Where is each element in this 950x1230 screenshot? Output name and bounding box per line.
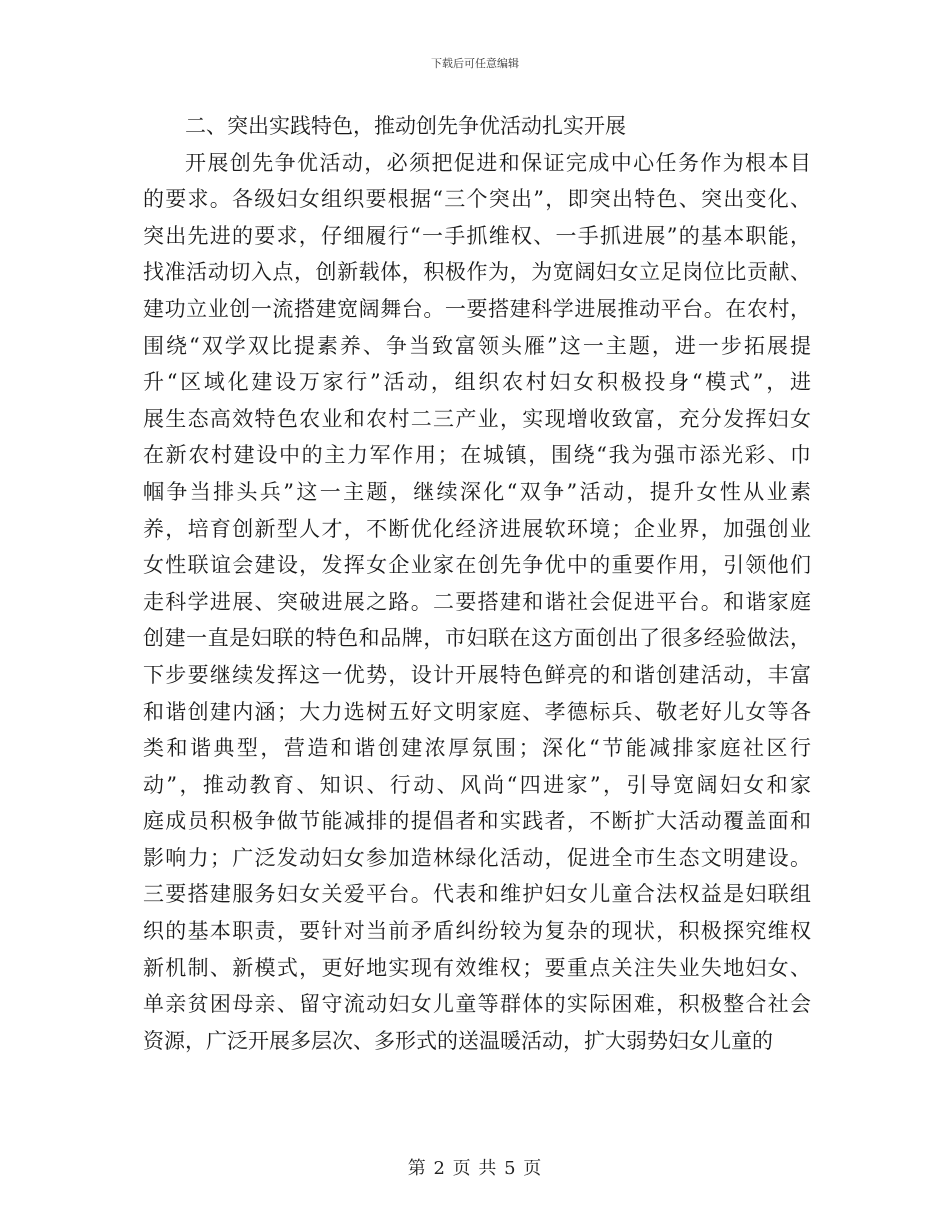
text-line: 养，培育创新型人才，不断优化经济进展软环境；企业界，加强创业: [143, 516, 811, 541]
text-line: 类和谐典型，营造和谐创建浓厚氛围；深化“节能减排家庭社区行: [143, 736, 811, 761]
text-line: 建功立业创一流搭建宽阔舞台。一要搭建科学进展推动平台。在农村，: [143, 296, 811, 321]
page-content: [143, 108, 811, 1059]
text-line: 动”，推动教育、知识、行动、风尚“四进家”，引导宽阔妇女和家: [143, 772, 811, 797]
text-line: 的要求。各级妇女组织要根据“三个突出”，即突出特色、突出变化、: [143, 187, 811, 212]
body-paragraph: [143, 145, 811, 1060]
page-footer: 第 2 页 共 5 页: [407, 1158, 543, 1179]
text-line: 在新农村建设中的主力军作用；在城镇，围绕“我为强市添光彩、巾: [143, 443, 811, 468]
text-line: 女性联谊会建设，发挥女企业家在创先争优中的重要作用，引领他们: [143, 553, 811, 578]
text-line: 创建一直是妇联的特色和品牌，市妇联在这方面创出了很多经验做法，: [143, 626, 811, 651]
text-line: 下步要继续发挥这一优势，设计开展特色鲜亮的和谐创建活动，丰富: [143, 662, 811, 687]
text-line: 升“区域化建设万家行”活动，组织农村妇女积极投身“模式”，进: [143, 370, 811, 395]
text-line: 开展创先争优活动，必须把促进和保证完成中心任务作为根本目: [185, 150, 811, 175]
text-line: 围绕“双学双比提素养、争当致富领头雁”这一主题，进一步拓展提: [143, 333, 811, 358]
section-heading: 二、突出实践特色，推动创先争优活动扎实开展: [185, 114, 626, 138]
page-header: 下载后可任意编辑: [431, 57, 519, 70]
text-line: 单亲贫困母亲、留守流动妇女儿童等群体的实际困难，积极整合社会: [143, 992, 811, 1017]
text-line: 突出先进的要求，仔细履行“一手抓维权、一手抓进展”的基本职能，: [143, 223, 811, 248]
text-line: 资源，广泛开展多层次、多形式的送温暖活动，扩大弱势妇女儿童的: [143, 1028, 773, 1053]
text-line: 织的基本职责，要针对当前矛盾纠纷较为复杂的现状，积极探究维权: [143, 919, 811, 944]
text-line: 三要搭建服务妇女关爱平台。代表和维护妇女儿童合法权益是妇联组: [143, 882, 811, 907]
text-line: 和谐创建内涵；大力选树五好文明家庭、孝德标兵、敬老好儿女等各: [143, 699, 811, 724]
text-line: 影响力；广泛发动妇女参加造林绿化活动，促进全市生态文明建设。: [143, 845, 811, 870]
text-line: 走科学进展、突破进展之路。二要搭建和谐社会促进平台。和谐家庭: [143, 589, 811, 614]
text-line: 庭成员积极争做节能减排的提倡者和实践者，不断扩大活动覆盖面和: [143, 809, 811, 834]
text-line: 展生态高效特色农业和农村二三产业，实现增收致富，充分发挥妇女: [143, 406, 811, 431]
text-line: 帼争当排头兵”这一主题，继续深化“双争”活动，提升女性从业素: [143, 479, 811, 504]
text-line: 找准活动切入点，创新载体，积极作为，为宽阔妇女立足岗位比贡献、: [143, 260, 811, 285]
text-line: 新机制、新模式，更好地实现有效维权；要重点关注失业失地妇女、: [143, 955, 811, 980]
